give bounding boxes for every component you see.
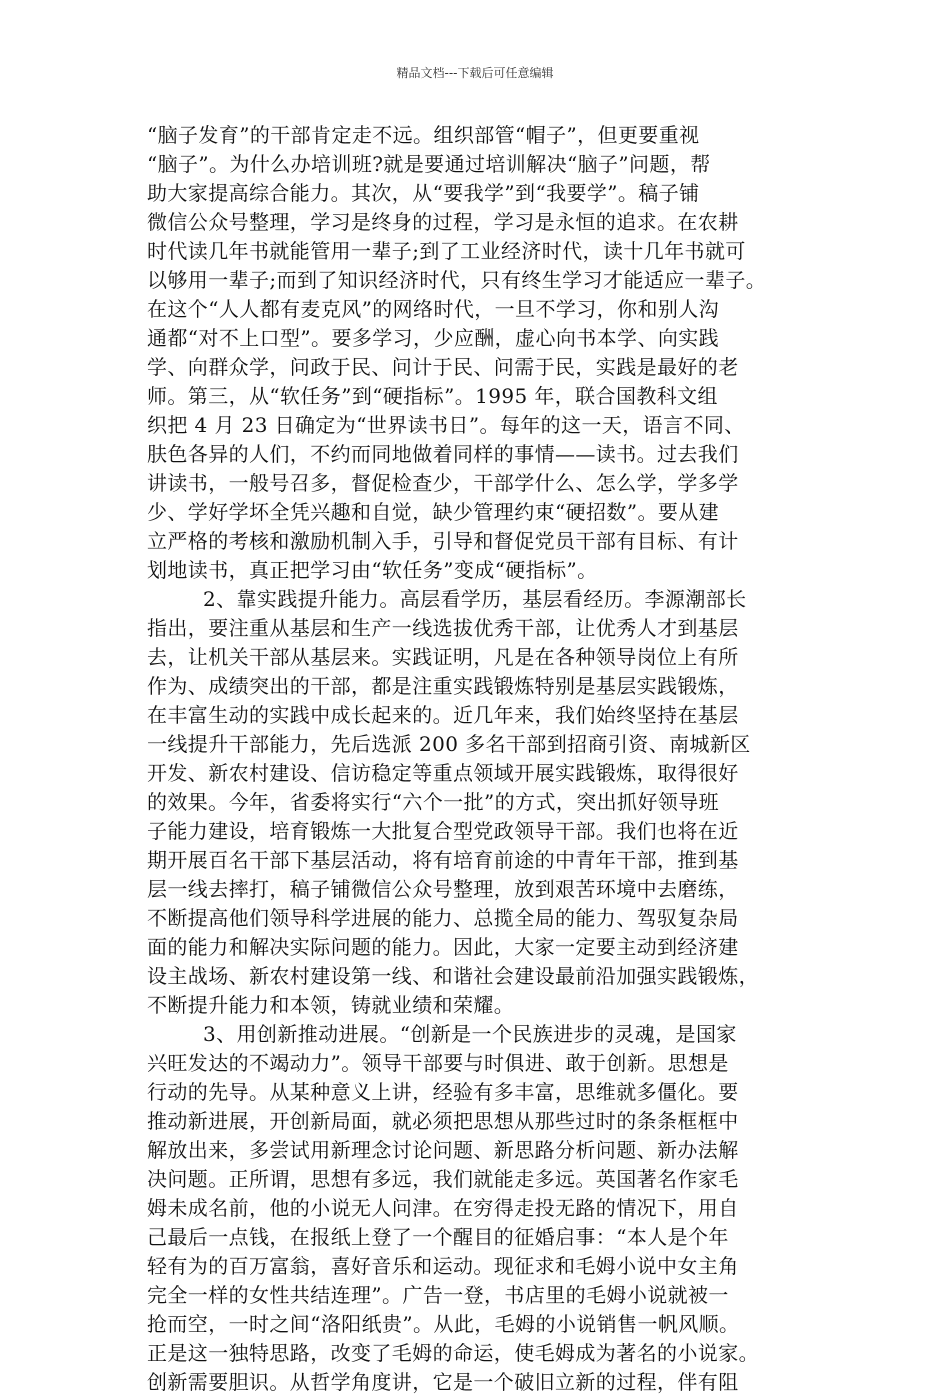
text-line: 推动新进展，开创新局面，就必须把思想从那些过时的条条框框中	[147, 1109, 739, 1133]
text-line: 织把 4 月 23 日确定为“世界读书日”。每年的这一天，语言不同、	[147, 413, 745, 437]
text-line: 抢而空，一时之间“洛阳纸贵”。从此，毛姆的小说销售一帆风顺。	[147, 1312, 740, 1336]
text-line: 时代读几年书就能管用一辈子;到了工业经济时代，读十几年书就可	[147, 239, 746, 263]
text-line: 以够用一辈子;而到了知识经济时代，只有终生学习才能适应一辈子。	[147, 268, 767, 292]
text-line: 一线提升干部能力，先后选派 200 多名干部到招商引资、南城新区	[147, 732, 751, 756]
text-line: 肤色各异的人们，不约而同地做着同样的事情——读书。过去我们	[147, 442, 739, 466]
text-line: 微信公众号整理，学习是终身的过程，学习是永恒的追求。在农耕	[147, 210, 739, 234]
text-line: 子能力建设，培育锻炼一大批复合型党政领导干部。我们也将在近	[147, 819, 739, 843]
paragraph-1	[147, 121, 827, 585]
text-line: 指出，要注重从基层和生产一线选拔优秀干部，让优秀人才到基层	[147, 616, 739, 640]
text-line: 创新需要胆识。从哲学角度讲，它是一个破旧立新的过程，伴有阻	[147, 1370, 739, 1394]
text-line: 行动的先导。从某种意义上讲，经验有多丰富，思维就多僵化。要	[147, 1080, 739, 1104]
paragraph-3	[147, 1020, 827, 1397]
text-line: 在这个“人人都有麦克风”的网络时代，一旦不学习，你和别人沟	[147, 297, 720, 321]
text-line: 作为、成绩突出的干部，都是注重实践锻炼特别是基层实践锻炼，	[147, 674, 739, 698]
paragraph-2	[147, 585, 827, 1020]
text-line: 解放出来，多尝试用新理念讨论问题、新思路分析问题、新办法解	[147, 1138, 739, 1162]
text-line: 划地读书，真正把学习由“软任务”变成“硬指标”。	[147, 558, 598, 582]
text-line: 姆未成名前，他的小说无人问津。在穷得走投无路的情况下，用自	[147, 1196, 739, 1220]
text-line: 立严格的考核和激励机制入手，引导和督促党员干部有目标、有计	[147, 529, 739, 553]
text-line: 期开展百名干部下基层活动，将有培育前途的中青年干部，推到基	[147, 848, 739, 872]
text-line: 通都“对不上口型”。要多学习，少应酬，虚心向书本学、向实践	[147, 326, 720, 350]
running-header: 精品文档---下载后可任意编辑	[396, 66, 554, 80]
text-line: 轻有为的百万富翁，喜好音乐和运动。现征求和毛姆小说中女主角	[147, 1254, 739, 1278]
text-line: “脑子”。为什么办培训班?就是要通过培训解决“脑子”问题，帮	[147, 152, 711, 176]
text-line: 面的能力和解决实际问题的能力。因此，大家一定要主动到经济建	[147, 935, 739, 959]
text-line: 学、向群众学，问政于民、问计于民、问需于民，实践是最好的老	[147, 355, 739, 379]
text-line: 不断提升能力和本领，铸就业绩和荣耀。	[147, 993, 515, 1017]
text-line: 开发、新农村建设、信访稳定等重点领域开展实践锻炼，取得很好	[147, 761, 739, 785]
text-line: 层一线去摔打，稿子铺微信公众号整理，放到艰苦环境中去磨练，	[147, 877, 739, 901]
text-line: 完全一样的女性共结连理”。广告一登，书店里的毛姆小说就被一	[147, 1283, 729, 1307]
text-line: 的效果。今年，省委将实行“六个一批”的方式，突出抓好领导班	[147, 790, 720, 814]
text-line: 3、用创新推动进展。“创新是一个民族进步的灵魂，是国家	[203, 1022, 737, 1046]
text-line: 去，让机关干部从基层来。实践证明，凡是在各种领导岗位上有所	[147, 645, 739, 669]
text-line: 师。第三，从“软任务”到“硬指标”。1995 年，联合国教科文组	[147, 384, 718, 408]
text-line: 讲读书，一般号召多，督促检查少，干部学什么、怎么学，学多学	[147, 471, 739, 495]
text-line: 助大家提高综合能力。其次，从“要我学”到“我要学”。稿子铺	[147, 181, 700, 205]
text-line: 2、靠实践提升能力。高层看学历，基层看经历。李源潮部长	[203, 587, 747, 611]
text-line: 兴旺发达的不竭动力”。领导干部要与时俱进、敢于创新。思想是	[147, 1051, 729, 1075]
text-line: 不断提高他们领导科学进展的能力、总揽全局的能力、驾驭复杂局	[147, 906, 739, 930]
text-line: 己最后一点钱，在报纸上登了一个醒目的征婚启事：“本人是个年	[147, 1225, 729, 1249]
text-line: 设主战场、新农村建设第一线、和谐社会建设最前沿加强实践锻炼，	[147, 964, 759, 988]
text-line: 在丰富生动的实践中成长起来的。近几年来，我们始终坚持在基层	[147, 703, 739, 727]
body-text	[147, 121, 827, 1397]
text-line: 少、学好学坏全凭兴趣和自觉，缺少管理约束“硬招数”。要从建	[147, 500, 720, 524]
text-line: “脑子发育”的干部肯定走不远。组织部管“帽子”，但更要重视	[147, 123, 700, 147]
text-line: 决问题。正所谓，思想有多远，我们就能走多远。英国著名作家毛	[147, 1167, 739, 1191]
text-line: 正是这一独特思路，改变了毛姆的命运，使毛姆成为著名的小说家。	[147, 1341, 759, 1365]
